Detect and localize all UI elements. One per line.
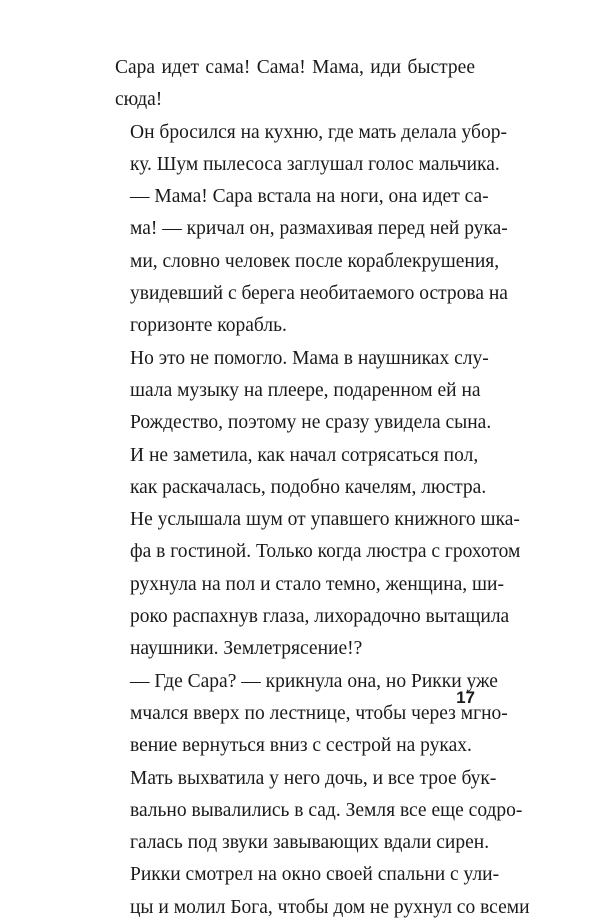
text-line: — Где Сара? — крикнула она, но Рикки уже bbox=[130, 670, 498, 692]
text-line: галась под звуки завывающих вдали сирен. bbox=[130, 832, 490, 854]
text-line: вение вернуться вниз с сестрой на руках. bbox=[130, 735, 472, 757]
paragraph-2 bbox=[115, 117, 507, 182]
text-line: как раскачалась, подобно качелям, люстра. bbox=[130, 476, 487, 498]
text-line: увидевший с берега необитаемого острова на bbox=[130, 283, 508, 305]
text-line: Сара идет сама! Сама! Мама, иди быстрее bbox=[115, 57, 475, 78]
text-line: рухнула на пол и стало темно, женщина, ши- bbox=[130, 573, 504, 595]
paragraph-1 bbox=[115, 52, 475, 117]
text-line: сюда! bbox=[115, 89, 163, 111]
text-line: Мать выхватила у него дочь, и все трое бук- bbox=[130, 767, 497, 789]
text-line: ма! — кричал он, размахивая перед ней рука- bbox=[130, 218, 508, 240]
paragraph-6 bbox=[115, 763, 523, 860]
text-line: цы и молил Бога, чтобы дом не рухнул со всеми bbox=[130, 896, 530, 918]
paragraph-5 bbox=[115, 666, 508, 763]
text-line: Но это не помогло. Мама в наушниках слу- bbox=[130, 347, 489, 369]
text-line: наушники. Землетрясение!? bbox=[130, 638, 363, 660]
text-line: горизонте корабль. bbox=[130, 315, 287, 337]
paragraph-7 bbox=[115, 859, 530, 924]
text-line: И не заметила, как начал сотрясаться пол, bbox=[130, 444, 479, 466]
text-line: Рикки смотрел на окно своей спальни с ули- bbox=[130, 864, 500, 886]
text-line: ку. Шум пылесоса заглушал голос мальчика. bbox=[130, 153, 500, 175]
text-line: фа в гостиной. Только когда люстра с грохотом bbox=[130, 541, 521, 563]
paragraph-3 bbox=[115, 181, 508, 342]
text-line: Не услышала шум от упавшего книжного шка- bbox=[130, 509, 520, 531]
text-line: роко распахнув глаза, лихорадочно вытащила bbox=[130, 606, 510, 628]
text-line: — Мама! Сара встала на ноги, она идет са- bbox=[130, 186, 489, 208]
text-line: мчался вверх по лестнице, чтобы через мгно- bbox=[130, 702, 508, 724]
page-number: 17 bbox=[456, 688, 475, 707]
text-line: Рождество, поэтому не сразу увидела сына. bbox=[130, 412, 492, 434]
text-line: вально вывалились в сад. Земля все еще содро- bbox=[130, 799, 523, 821]
body-text bbox=[115, 52, 530, 924]
text-line: Он бросился на кухню, где мать делала убор- bbox=[130, 121, 507, 143]
text-line: шала музыку на плеере, подаренном ей на bbox=[130, 379, 481, 401]
paragraph-4 bbox=[115, 343, 521, 666]
text-line: ми, словно человек после кораблекрушения, bbox=[130, 250, 500, 272]
